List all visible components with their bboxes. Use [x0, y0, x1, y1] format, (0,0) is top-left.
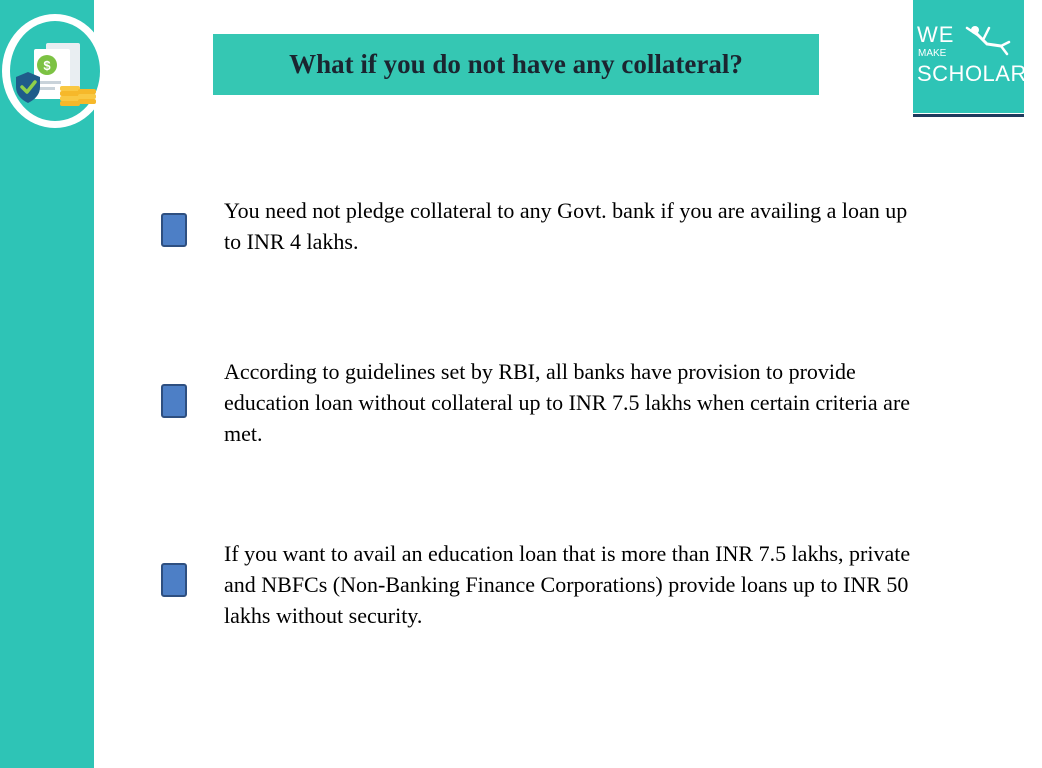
title-banner — [213, 34, 819, 95]
dollar-coin-icon — [37, 55, 57, 75]
point-text: You need not pledge collateral to any Govt. bank if you are availing a loan up to INR 4 lakhs. — [224, 198, 908, 254]
we-make-scholars-logo — [913, 0, 1042, 113]
point-text: If you want to avail an education loan that is more than INR 7.5 lakhs, private and NBFCs (Non-Banking Finance Corporations) provide loans up to INR 50 lakhs without security. — [224, 541, 911, 628]
logo-text-scholars: SCHOLARS — [917, 61, 1042, 86]
bullet-marker — [161, 563, 187, 597]
bullet-marker — [161, 384, 187, 418]
point-text: According to guidelines set by RBI, all banks have provision to provide education loan without collateral up to INR 7.5 lakhs when certain criteria are met. — [224, 359, 911, 446]
loan-document-icon — [10, 21, 100, 121]
logo-text-we: WE — [917, 22, 955, 47]
coin-stack-icon — [60, 86, 96, 106]
skydiver-icon — [953, 20, 1013, 65]
logo-text-make: MAKE — [918, 48, 947, 59]
bullet-marker — [161, 213, 187, 247]
logo-underline — [913, 114, 1024, 117]
svg-text:$: $ — [43, 58, 51, 73]
loan-badge — [2, 14, 108, 128]
page-title: What if you do not have any collateral? — [289, 49, 743, 79]
